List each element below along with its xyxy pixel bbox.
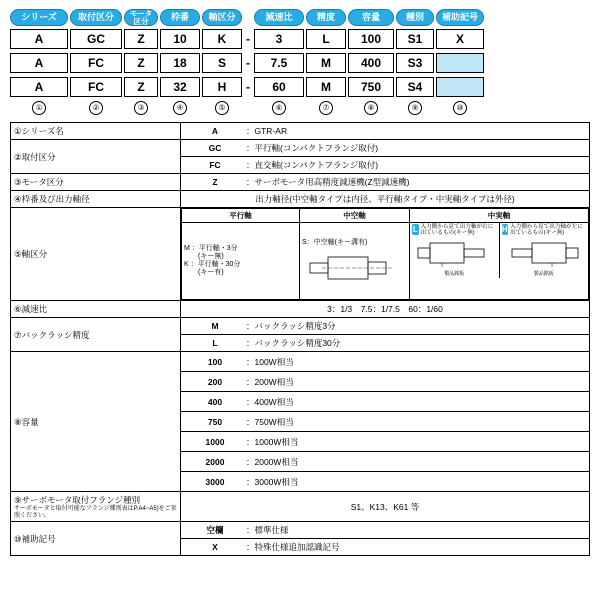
row-value-backlash-m [181,318,590,335]
code-header-accuracy: 精度 [306,9,346,26]
code-row-3 [10,76,590,98]
shaft-parallel-l4: (キー有) [184,269,224,277]
code-header-shaft: 軸区分 [202,9,242,26]
table-row-series [11,123,590,140]
motor-value: ：サーボモータ用高精度減速機(Z型減速機) [246,177,410,187]
code-number-1: ① [32,101,46,115]
shaft-parallel-l3: K ：平行軸・30分 [184,261,241,268]
row-value-capacity-4 [181,412,590,432]
capacity-key-1: 100 [207,356,223,367]
code-header-motor-l2: 区分 [133,16,149,26]
series-key: A [211,126,219,136]
aux-key-x: X [212,542,218,553]
series-value: ：GTR-AR [246,126,288,136]
mount-value-gc: ：平行軸(コンパクトフランジ取付) [246,143,379,153]
capacity-value-3: ：400W相当 [246,396,294,407]
code-value-accuracy-2[interactable]: M [306,53,346,73]
code-value-aux-1[interactable]: X [436,29,484,49]
code-number-9: ⑨ [408,101,422,115]
solid-shaft-row [410,223,588,278]
spec-table [10,122,590,556]
shaft-col-parallel: 平行軸 [182,209,300,223]
table-row-capacity-1 [11,352,590,372]
solid-shaft-L-caption: 製品銘板 [444,270,465,277]
code-number-4: ④ [173,101,187,115]
capacity-key-2: 200 [207,376,223,387]
solid-shaft-H-text: 入力側から見て出力軸が左に出ているもの(キー無) [510,224,583,237]
row-label-capacity: ⑧容量 [11,352,181,492]
row-label-motor: ③モータ区分 [11,174,181,191]
shaft-solid-cell [410,223,589,300]
code-value-series-2[interactable]: A [10,53,68,73]
row-value-capacity-1 [181,352,590,372]
hollow-shaft-diagram-svg [302,253,406,283]
backlash-value-m: ：バックラッシ精度3分 [246,321,336,331]
table-row-frame [11,191,590,208]
row-label-flange [11,492,181,522]
aux-value-blank: ：標準仕様 [246,525,289,536]
solid-shaft-L-note [412,224,497,237]
table-row-backlash-m [11,318,590,335]
solid-shaft-H-caption: 製品銘板 [533,270,554,277]
code-header-motor-l1: モータ [129,8,153,18]
row-value-mount-fc [181,157,590,174]
model-code-builder [10,6,590,116]
code-header-capacity: 容量 [348,9,394,26]
code-value-ratio-3[interactable]: 60 [254,77,304,97]
code-dash-2: - [246,56,250,70]
row-value-capacity-6 [181,452,590,472]
shaft-col-hollow: 中空軸 [300,209,410,223]
row-value-capacity-2 [181,372,590,392]
code-value-motor-3[interactable]: Z [124,77,158,97]
code-header-frame: 枠番 [160,9,200,26]
capacity-key-5: 1000 [205,436,225,447]
H-tag-icon: H [501,225,508,234]
code-value-capacity-2[interactable]: 400 [348,53,394,73]
code-number-row [10,100,590,116]
row-label-frame: ④枠番及び出力軸径 [11,191,181,208]
code-value-type-1[interactable]: S1 [396,29,434,49]
code-value-aux-3[interactable] [436,77,484,97]
row-label-mount: ②取付区分 [11,140,181,174]
code-value-accuracy-3[interactable]: M [306,77,346,97]
table-row-aux-blank [11,522,590,539]
row-label-aux: ⑩補助記号 [11,522,181,556]
code-value-shaft-1[interactable]: K [202,29,242,49]
row-label-shaft: ⑤軸区分 [11,208,181,301]
aux-key-blank: 空欄 [206,525,224,536]
solid-shaft-L-cell [410,223,499,278]
solid-shaft-H-diagram-svg [502,240,588,270]
code-value-series-1[interactable]: A [10,29,68,49]
code-dash-3: - [246,80,250,94]
code-header-series: シリーズ [10,9,68,26]
code-value-frame-2[interactable]: 18 [160,53,200,73]
code-header-ratio: 減速比 [254,9,304,26]
code-value-shaft-2[interactable]: S [202,53,242,73]
row-value-backlash-l [181,335,590,352]
code-value-ratio-1[interactable]: 3 [254,29,304,49]
solid-shaft-L-text: 入力側から見て出力軸が右に出ているもの(キー無) [420,224,494,237]
solid-shaft-L-diagram-svg [412,240,498,270]
code-number-10: ⑩ [453,101,467,115]
code-value-capacity-3[interactable]: 750 [348,77,394,97]
solid-shaft-H-note [502,224,587,237]
code-number-2: ② [89,101,103,115]
code-number-5: ⑤ [215,101,229,115]
row-value-flange: S1、K13、K61 等 [181,492,590,522]
row-value-capacity-7 [181,472,590,492]
capacity-value-7: ：3000W相当 [246,476,299,487]
row-value-ratio: 3：1/3 7.5：1/7.5 60：1/60 [181,301,590,318]
code-value-type-3[interactable]: S4 [396,77,434,97]
shaft-parallel-cell [182,223,300,300]
shaft-subtable-body [182,223,589,300]
capacity-value-5: ：1000W相当 [246,436,299,447]
shaft-parallel-l1: M ：平行軸・3分 [184,244,238,252]
row-label-backlash: ⑦バックラッシ精度 [11,318,181,352]
code-number-3: ③ [134,101,148,115]
table-row-flange [11,492,590,522]
table-row-ratio [11,301,590,318]
capacity-value-2: ：200W相当 [246,376,294,387]
row-label-ratio: ⑥減速比 [11,301,181,318]
code-header-aux: 補助記号 [436,9,484,26]
L-tag-icon: L [412,225,418,234]
code-header-type: 種別 [396,9,434,26]
capacity-key-3: 400 [207,396,223,407]
motor-key: Z [212,177,218,187]
capacity-value-1: ：100W相当 [246,356,294,367]
code-number-6: ⑥ [272,101,286,115]
backlash-key-l: L [212,338,218,348]
mount-key-gc: GC [208,143,222,153]
code-value-aux-2[interactable] [436,53,484,73]
row-value-aux-x [181,539,590,556]
code-value-accuracy-1[interactable]: L [306,29,346,49]
mount-value-fc: ：直交軸(コンパクトフランジ取付) [246,160,379,170]
capacity-key-4: 750 [207,416,223,427]
code-value-type-2[interactable]: S3 [396,53,434,73]
code-row-2 [10,52,590,74]
row-value-mount-gc [181,140,590,157]
code-value-shaft-3[interactable]: H [202,77,242,97]
shaft-parallel-l2: (キー無) [184,252,224,260]
code-value-series-3[interactable]: A [10,77,68,97]
row-value-shaft [181,208,590,301]
row-value-motor [181,174,590,191]
aux-value-x: ：特殊仕様追加認識記号 [246,542,340,553]
row-value-series [181,123,590,140]
solid-shaft-H-cell [499,223,588,278]
flange-note: サーボモータと取付可能なフランジ種別表はP.A4~A5)をご参照ください。 [14,506,177,519]
capacity-value-4: ：750W相当 [246,416,294,427]
code-header-motor [124,9,158,26]
code-value-mount-1[interactable]: GC [70,29,122,49]
code-value-motor-2[interactable]: Z [124,53,158,73]
capacity-key-7: 3000 [205,476,225,487]
row-value-capacity-5 [181,432,590,452]
capacity-value-6: ：2000W相当 [246,456,299,467]
table-row-shaft [11,208,590,301]
code-row-1 [10,28,590,50]
shaft-col-solid: 中実軸 [410,209,589,223]
shaft-hollow-cell [300,223,410,300]
code-header-mount: 取付区分 [70,9,122,26]
code-number-7: ⑦ [319,101,333,115]
code-value-ratio-2[interactable]: 7.5 [254,53,304,73]
row-value-aux-blank [181,522,590,539]
code-value-capacity-1[interactable]: 100 [348,29,394,49]
shaft-subtable-header [182,209,589,223]
shaft-hollow-figure [302,253,407,283]
backlash-value-l: ：バックラッシ精度30分 [246,338,341,348]
shaft-hollow-text: S：中空軸(キー溝有) [302,239,368,247]
mount-key-fc: FC [209,160,221,170]
code-dash-1: - [246,32,250,46]
shaft-subtable [181,208,589,300]
table-row-mount [11,140,590,157]
code-value-motor-1[interactable]: Z [124,29,158,49]
code-header-row [10,6,590,26]
code-value-frame-1[interactable]: 10 [160,29,200,49]
row-value-capacity-3 [181,392,590,412]
code-value-frame-3[interactable]: 32 [160,77,200,97]
flange-label: ⑨サーボモータ取付フランジ種別 [14,495,141,505]
code-value-mount-2[interactable]: FC [70,53,122,73]
code-value-mount-3[interactable]: FC [70,77,122,97]
solid-shaft-subtable [410,223,588,278]
code-number-8: ⑧ [364,101,378,115]
row-value-frame: 出力軸径(中空軸タイプは内径、平行軸タイプ・中実軸タイプは外径) [181,191,590,208]
backlash-key-m: M [211,321,219,331]
capacity-key-6: 2000 [205,456,225,467]
table-row-motor [11,174,590,191]
row-label-series: ①シリーズ名 [11,123,181,140]
